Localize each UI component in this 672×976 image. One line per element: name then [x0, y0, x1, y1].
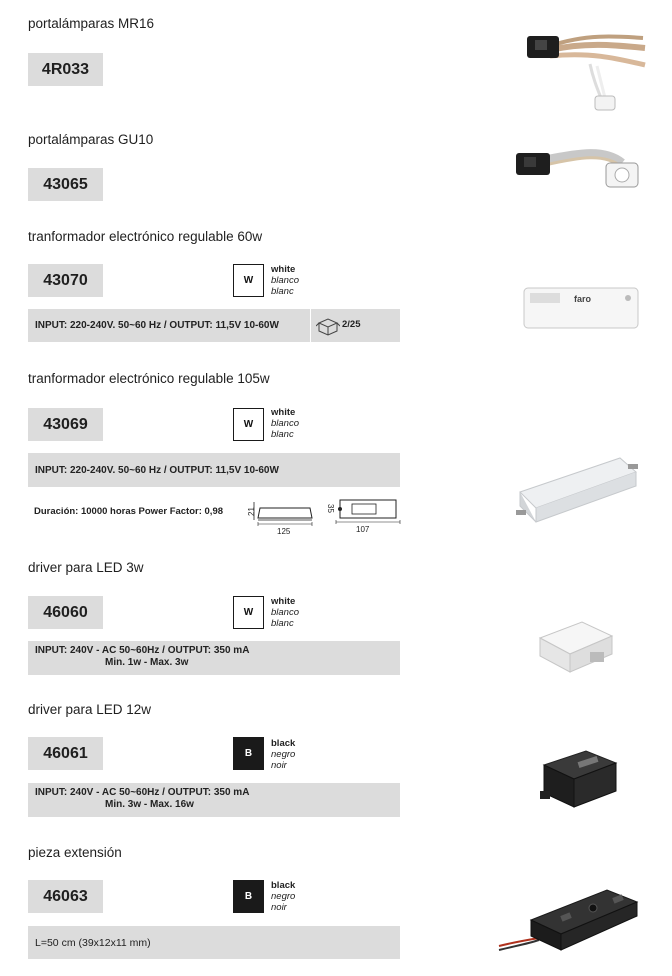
dim-height: 21 [247, 507, 256, 516]
color-name-en: white [271, 264, 296, 275]
spec-range: Min. 3w - Max. 16w [105, 799, 194, 810]
color-name-en: white [271, 407, 296, 418]
gu10-lampholder-image [510, 135, 650, 200]
product-code: 46061 [28, 737, 103, 770]
color-name-fr: blanc [271, 286, 294, 297]
color-label [271, 596, 299, 629]
product-code: 43069 [28, 408, 103, 441]
color-name-fr: blanc [271, 618, 294, 629]
spec-text: INPUT: 240V - AC 50~60Hz / OUTPUT: 350 mA [35, 645, 250, 656]
color-label [271, 264, 299, 297]
color-name-en: black [271, 738, 296, 749]
mr16-lampholder-image [505, 20, 650, 120]
color-swatch-black: B [233, 880, 264, 913]
color-swatch-black: B [233, 737, 264, 770]
spec-range: Min. 1w - Max. 3w [105, 657, 189, 668]
product-title: driver para LED 12w [28, 702, 152, 717]
brand-logo: faro [574, 294, 592, 304]
product-title: portalámparas MR16 [28, 16, 155, 31]
product-title: tranformador electrónico regulable 105w [28, 371, 270, 386]
color-swatch-white: W [233, 264, 264, 297]
product-title: portalámparas GU10 [28, 132, 154, 147]
color-name-en: white [271, 596, 296, 607]
dim-length: 125 [277, 527, 291, 536]
product-title: driver para LED 3w [28, 560, 144, 575]
color-name-es: negro [271, 891, 296, 902]
color-name-en: black [271, 880, 296, 891]
color-swatch-white: W [233, 596, 264, 629]
spec-text: INPUT: 240V - AC 50~60Hz / OUTPUT: 350 mA [35, 787, 250, 798]
extension-piece-image [495, 880, 645, 960]
led-driver-12w-image [538, 745, 623, 815]
color-name-es: negro [271, 749, 296, 760]
color-name-es: blanco [271, 418, 299, 429]
transformer-105w-image [510, 450, 645, 530]
color-name-fr: noir [271, 760, 287, 771]
dim-width: 107 [356, 525, 370, 534]
dimension-drawing [240, 496, 405, 536]
divider [310, 309, 311, 342]
color-name-es: blanco [271, 607, 299, 618]
color-label [271, 738, 295, 771]
box-icon [316, 316, 340, 336]
color-swatch-white: W [233, 408, 264, 441]
spec-text: INPUT: 220-240V. 50~60 Hz / OUTPUT: 11,5V 10-60W [35, 320, 279, 331]
color-label [271, 880, 295, 913]
dim-depth: 35 [326, 504, 335, 513]
color-label [271, 407, 299, 440]
spec-bar [28, 783, 400, 817]
color-name-fr: blanc [271, 429, 294, 440]
spec-bar [28, 641, 400, 675]
product-code: 43070 [28, 264, 103, 297]
product-title: tranformador electrónico regulable 60w [28, 229, 263, 244]
pack-quantity: 2/25 [342, 319, 361, 330]
spec-bar [28, 453, 400, 487]
spec-text: L=50 cm (39x12x11 mm) [35, 936, 151, 949]
led-driver-3w-image [530, 610, 625, 682]
product-code: 46060 [28, 596, 103, 629]
spec-text: INPUT: 220-240V. 50~60 Hz / OUTPUT: 11,5V 10-60W [35, 464, 279, 476]
duration-text: Duración: 10000 horas Power Factor: 0,98 [34, 506, 224, 517]
product-code: 46063 [28, 880, 103, 913]
color-name-es: blanco [271, 275, 299, 286]
product-code: 43065 [28, 168, 103, 201]
color-name-fr: noir [271, 902, 287, 913]
product-title: pieza extensión [28, 845, 122, 860]
transformer-60w-image [518, 278, 648, 336]
product-code: 4R033 [28, 53, 103, 86]
spec-bar [28, 926, 400, 959]
